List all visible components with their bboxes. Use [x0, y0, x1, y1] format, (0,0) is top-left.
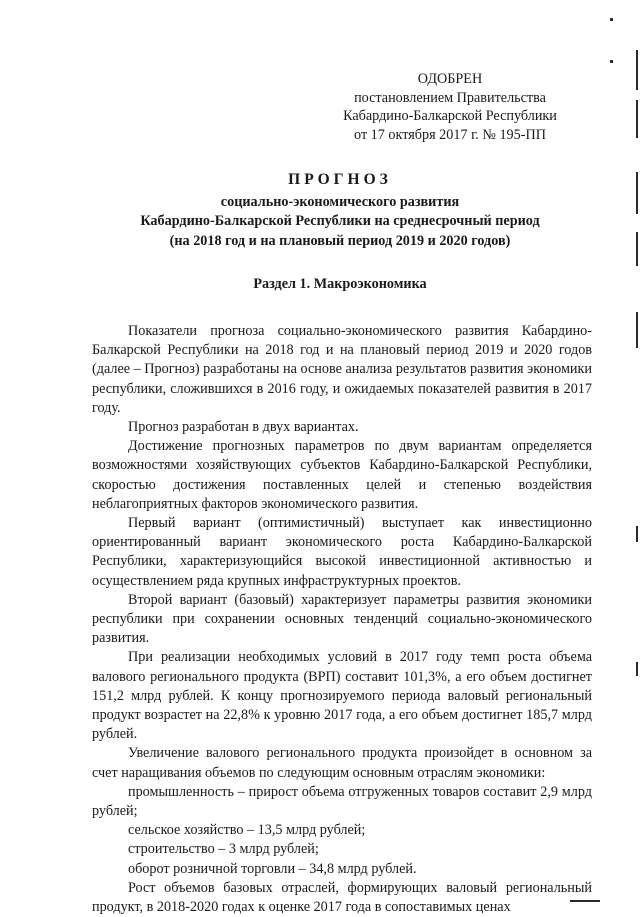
document-subtitle: Кабардино-Балкарской Республики на среднесрочный период: [140, 213, 540, 229]
paragraph: При реализации необходимых условий в 2017 году темп роста объема валового регионального продукта (ВРП) составит 101,3%, а его объем достигнет 151,2 млрд рублей. К концу прогнозируемого периода валовый региональный продукт возрастет на 22,8% к уровню 2017 года, а его объем достигнет 185,7 млрд рублей.: [92, 649, 592, 743]
paragraph: Прогноз разработан в двух вариантах.: [128, 419, 359, 436]
scan-mark: [636, 172, 638, 214]
approval-block: [320, 70, 580, 144]
approval-date: от 17 октября 2017 г. № 195-ПП: [354, 126, 546, 143]
approval-title: ОДОБРЕН: [417, 71, 483, 87]
scan-mark: [636, 312, 638, 348]
scan-mark: [636, 50, 638, 90]
paragraph: Второй вариант (базовый) характеризует параметры развития экономики республики при сохранении основных тенденций социально-экономического развития.: [92, 591, 592, 647]
paragraph: Увеличение валового регионального продукта произойдет в основном за счет наращивания объемов по следующим основным отраслям экономики:: [92, 745, 592, 781]
document-title-block: [60, 170, 620, 251]
scan-mark: [636, 232, 638, 266]
scan-mark: [570, 900, 600, 902]
approval-line: Кабардино-Балкарской Республики: [343, 108, 557, 124]
approval-line: постановлением Правительства: [354, 89, 546, 106]
paragraph: Достижение прогнозных параметров по двум вариантам определяется возможностями хозяйствующих субъектов Кабардино-Балкарской Республики, скоростью достижения поставленных целей и степенью воздействия неблагоприятных факторов экономического развития.: [92, 438, 592, 512]
list-item: сельское хозяйство – 13,5 млрд рублей;: [128, 822, 366, 839]
scan-mark: [610, 18, 613, 21]
paragraph: Показатели прогноза социально-экономического развития Кабардино-Балкарской Республики на 2018 год и на плановый период 2019 и 2020 годов (далее – Прогноз) разработаны на основе анализа результатов развития экономики республики, сложившихся в 2016 году, и ожидаемых показателей развития в 2017 году.: [92, 323, 592, 416]
paragraph: Первый вариант (оптимистичный) выступает как инвестиционно ориентированный вариант экономического роста Кабардино-Балкарской Республики, характеризующийся высокой инвестиционной активностью и осуществлением ряда крупных инфраструктурных проектов.: [92, 515, 592, 589]
document-subtitle: (на 2018 год и на плановый период 2019 и 2020 годов): [169, 232, 511, 249]
section-heading: Раздел 1. Макроэкономика: [253, 276, 427, 292]
list-item: промышленность – прирост объема отгруженных товаров составит 2,9 млрд рублей;: [92, 783, 592, 820]
document-subtitle: социально-экономического развития: [220, 193, 460, 210]
scan-mark: [636, 526, 638, 542]
scan-mark: [610, 60, 613, 63]
scan-mark: [636, 100, 638, 138]
document-body: [92, 322, 592, 917]
list-item: строительство – 3 млрд рублей;: [128, 841, 319, 858]
list-item: оборот розничной торговли – 34,8 млрд рублей.: [128, 860, 417, 877]
document-title: ПРОГНОЗ: [288, 171, 392, 188]
paragraph: Рост объемов базовых отраслей, формирующих валовый региональный продукт, в 2018-2020 годах к оценке 2017 года в сопоставимых ценах: [92, 879, 592, 916]
scan-mark: [636, 662, 638, 676]
